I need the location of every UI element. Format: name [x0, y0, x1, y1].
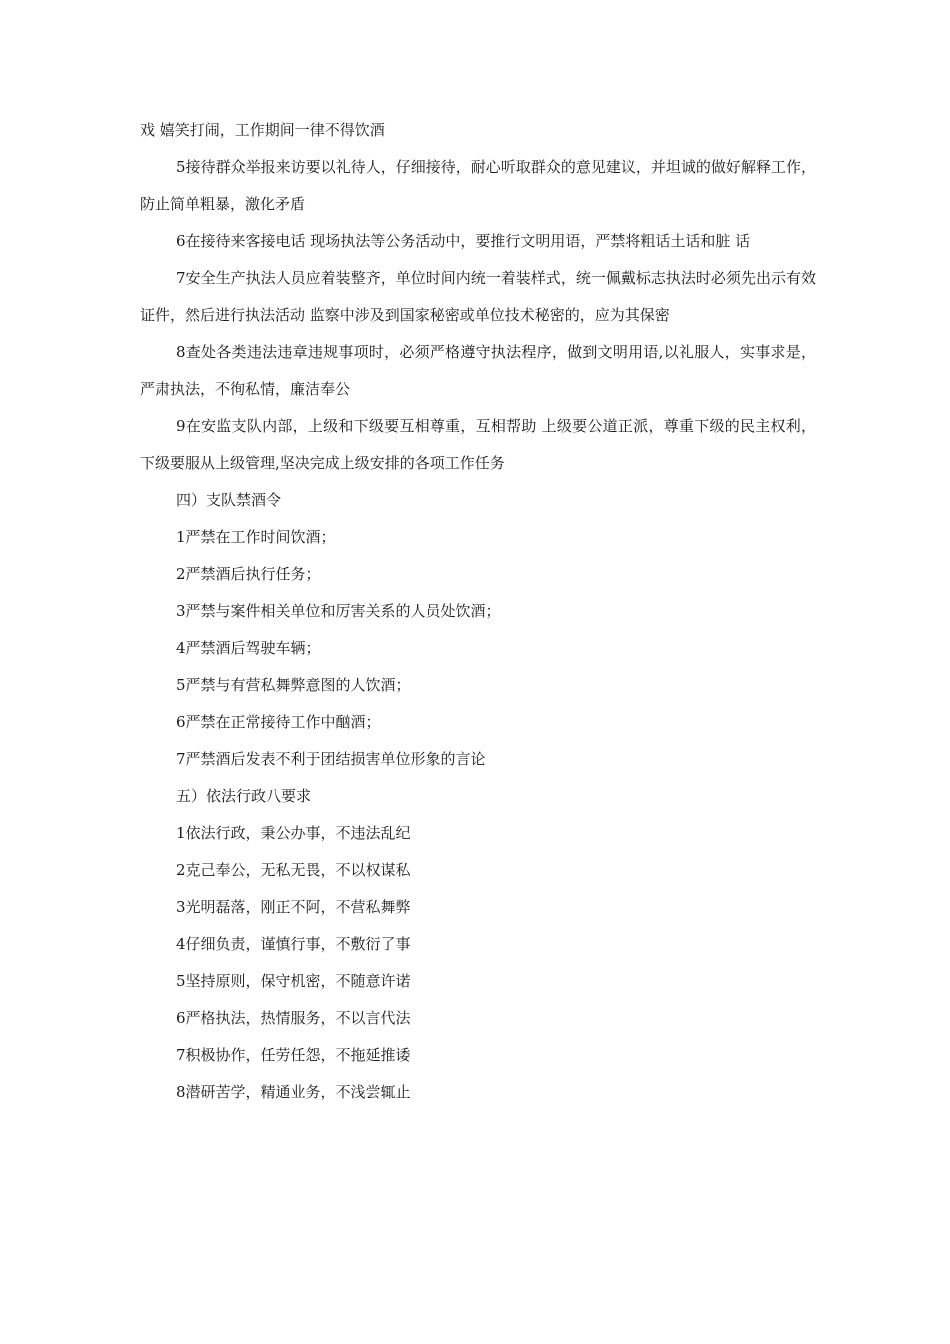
list-item-ban-1: 1严禁在工作时间饮酒； — [176, 528, 336, 546]
paragraph-rule-8: 8查处各类违法违章违规事项时，必须严格遵守执法程序，做到文明用语,以礼服人，实事求是，严肃执法，不徇私情，廉洁奉公 — [140, 343, 816, 398]
paragraph-rule-9: 9在安监支队内部，上级和下级要互相尊重，互相帮助 上级要公道正派，尊重下级的民主权利，下级要服从上级管理,坚决完成上级安排的各项工作任务 — [140, 417, 816, 472]
list-item-ban-2: 2严禁酒后执行任务； — [176, 565, 321, 583]
list-item-requirement-8: 8潜研苦学，精通业务，不浅尝辄止 — [176, 1083, 411, 1101]
list-item-requirement-2: 2克己奉公，无私无畏，不以权谋私 — [176, 861, 411, 879]
list-item-requirement-1: 1依法行政，秉公办事，不违法乱纪 — [176, 824, 411, 842]
list-item-ban-7: 7严禁酒后发表不利于团结损害单位形象的言论 — [176, 750, 486, 768]
list-item-requirement-5: 5坚持原则，保守机密，不随意许诺 — [176, 972, 411, 990]
paragraph-rule-5: 5接待群众举报来访要以礼待人，仔细接待，耐心听取群众的意见建议，并坦诚的做好解释工作，防止简单粗暴，激化矛盾 — [140, 158, 816, 213]
list-item-ban-3: 3严禁与案件相关单位和厉害关系的人员处饮酒； — [176, 602, 501, 620]
paragraph-rule-7: 7安全生产执法人员应着装整齐，单位时间内统一着装样式，统一佩戴标志执法时必须先出示有效证件，然后进行执法活动 监察中涉及到国家秘密或单位技术秘密的，应为其保密 — [140, 269, 816, 324]
section-heading-alcohol-ban: 四）支队禁酒令 — [176, 491, 282, 509]
list-item-requirement-4: 4仔细负责，谨慎行事，不敷衍了事 — [176, 935, 411, 953]
list-item-requirement-6: 6严格执法，热情服务，不以言代法 — [176, 1009, 411, 1027]
list-item-requirement-7: 7积极协作，任劳任怨，不拖延推诿 — [176, 1046, 411, 1064]
list-item-requirement-3: 3光明磊落，刚正不阿，不营私舞弊 — [176, 898, 411, 916]
section-heading-eight-requirements: 五）依法行政八要求 — [176, 787, 312, 805]
list-item-ban-5: 5严禁与有营私舞弊意图的人饮酒； — [176, 676, 411, 694]
document-body — [140, 112, 816, 1111]
paragraph-rule-6: 6在接待来客接电话 现场执法等公务活动中，要推行文明用语，严禁将粗话土话和脏 话 — [176, 232, 751, 250]
list-item-ban-4: 4严禁酒后驾驶车辆； — [176, 639, 321, 657]
list-item-ban-6: 6严禁在正常接待工作中酗酒； — [176, 713, 381, 731]
paragraph-continuation: 戏 嬉笑打闹，工作期间一律不得饮酒 — [140, 121, 385, 139]
